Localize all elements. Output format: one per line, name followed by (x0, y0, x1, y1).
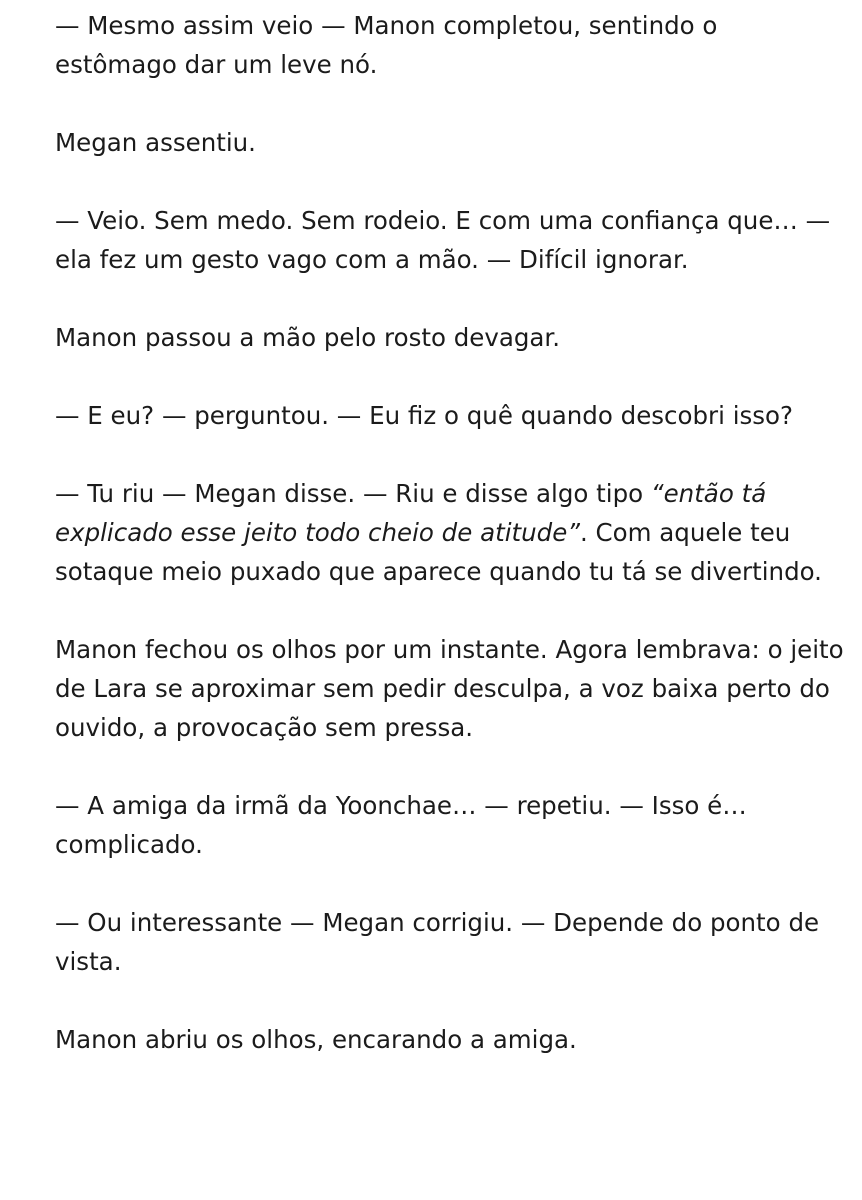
paragraph: Manon abriu os olhos, encarando a amiga. (55, 1025, 577, 1054)
paragraph: — Veio. Sem medo. Sem rodeio. E com uma confiança que… — ela fez um gesto vago com a mão. — Difícil ignorar. (55, 206, 831, 274)
paragraph: Manon fechou os olhos por um instante. Agora lembrava: o jeito de Lara se aproximar sem pedir desculpa, a voz baixa perto do ouvido, a provocação sem pressa. (55, 635, 844, 742)
paragraph: — E eu? — perguntou. — Eu fiz o quê quando descobri isso? (55, 401, 794, 430)
quoted-speech: “então tá explicado esse jeito todo cheio de atitude” (55, 479, 767, 547)
paragraph: Manon passou a mão pelo rosto devagar. (55, 323, 561, 352)
paragraph-text: — Tu riu — Megan disse. — Riu e disse algo tipo (55, 479, 651, 508)
paragraph-with-quote (55, 474, 845, 591)
paragraph: — Ou interessante — Megan corrigiu. — Depende do ponto de vista. (55, 908, 820, 976)
story-text (55, 6, 845, 1059)
paragraph-text: . Com aquele teu sotaque meio puxado que aparece quando tu tá se divertindo. (55, 518, 822, 586)
paragraph: Megan assentiu. (55, 128, 256, 157)
paragraph: — A amiga da irmã da Yoonchae… — repetiu. — Isso é… complicado. (55, 791, 747, 859)
paragraph: — Mesmo assim veio — Manon completou, sentindo o estômago dar um leve nó. (55, 11, 718, 79)
